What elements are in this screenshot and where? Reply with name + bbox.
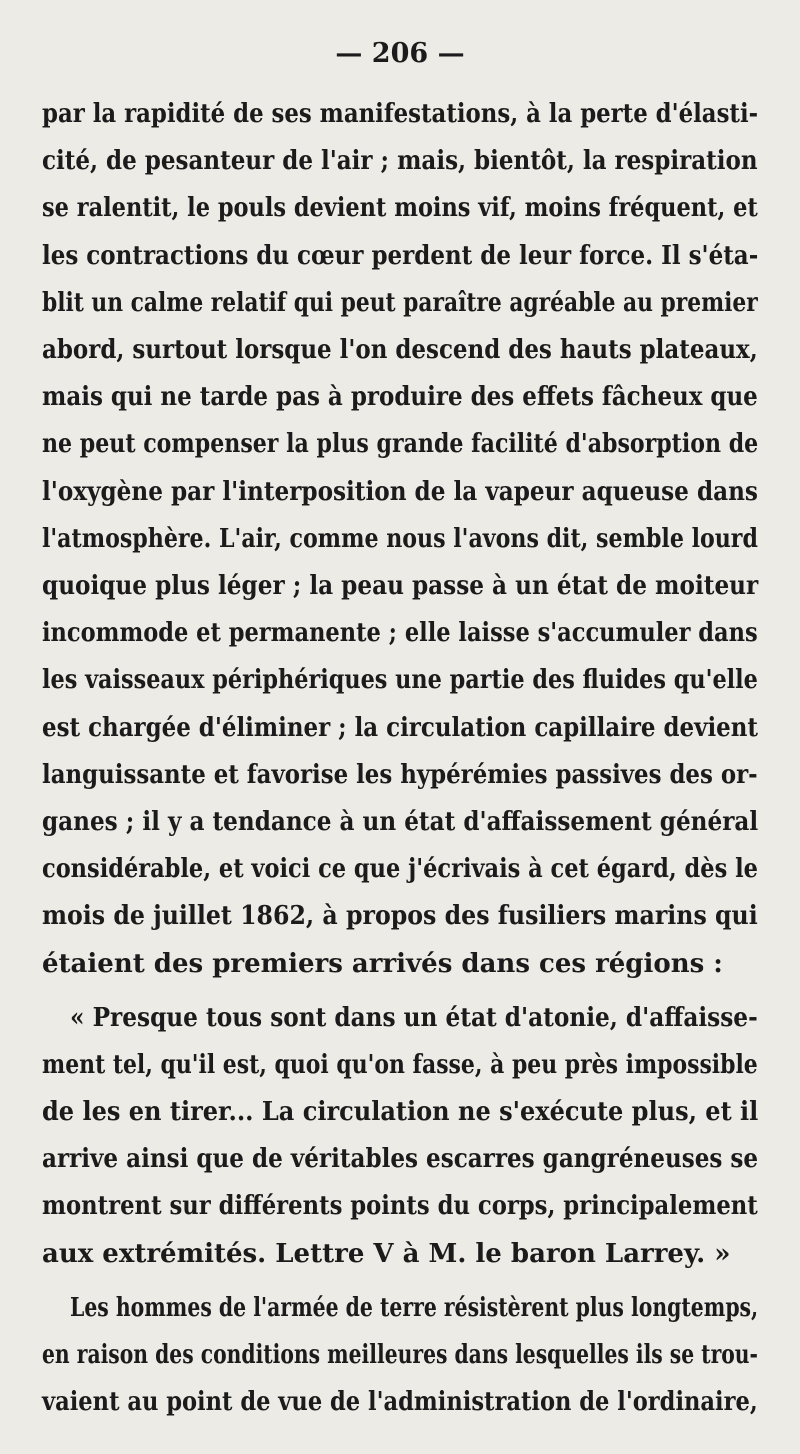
quote-line: de les en tirer... La circulation ne s'exécute plus, et il	[42, 1097, 759, 1127]
page-number: — 206 —	[335, 38, 465, 69]
text-line: languissante et favorise les hypérémies passives des or-	[42, 760, 758, 790]
quote-line: montrent sur différents points du corps, principalement	[42, 1191, 758, 1221]
text-line: Les hommes de l'armée de terre résistèrent plus longtemps,	[70, 1293, 759, 1323]
text-line: ne peut compenser la plus grande facilité d'absorption de	[42, 429, 759, 459]
text-line: les contractions du cœur perdent de leur force. Il s'éta-	[42, 241, 759, 271]
text-line: abord, surtout lorsque l'on descend des hauts plateaux,	[42, 335, 758, 365]
quote-line: arrive ainsi que de véritables escarres gangréneuses se	[42, 1144, 759, 1174]
text-line: ganes ; il y a tendance à un état d'affaissement général	[42, 807, 759, 837]
text-line: par la rapidité de ses manifestations, à la perte d'élasti-	[42, 99, 759, 129]
text-line: l'atmosphère. L'air, comme nous l'avons dit, semble lourd	[42, 524, 758, 554]
text-line: blit un calme relatif qui peut paraître agréable au premier	[42, 288, 758, 318]
text-line: vaient au point de vue de l'administration de l'ordinaire,	[42, 1387, 758, 1417]
text-line: quoique plus léger ; la peau passe à un état de moiteur	[42, 571, 759, 601]
text-line: mois de juillet 1862, à propos des fusiliers marins qui	[42, 901, 758, 931]
text-line: l'oxygène par l'interposition de la vapeur aqueuse dans	[42, 477, 758, 507]
text-line: incommode et permanente ; elle laisse s'accumuler dans	[42, 618, 758, 648]
quote-line: ment tel, qu'il est, quoi qu'on fasse, à peu près impossible	[42, 1050, 758, 1080]
text-line: se ralentit, le pouls devient moins vif, moins fréquent, et	[42, 193, 758, 223]
text-line: considérable, et voici ce que j'écrivais à cet égard, dès le	[42, 854, 758, 884]
text-line: est chargée d'éliminer ; la circulation capillaire devient	[42, 713, 758, 743]
text-line: les vaisseaux périphériques une partie des fluides qu'elle	[42, 665, 758, 695]
text-line: cité, de pesanteur de l'air ; mais, bientôt, la respiration	[42, 146, 758, 176]
quote-line: « Presque tous sont dans un état d'atonie, d'affaisse-	[70, 1003, 758, 1033]
text-line: en raison des conditions meilleures dans lesquelles ils se trou-	[42, 1340, 758, 1370]
text-line: mais qui ne tarde pas à produire des effets fâcheux que	[42, 382, 758, 412]
text-line: étaient des premiers arrivés dans ces régions :	[42, 949, 723, 979]
quote-line: aux extrémités. Lettre V à M. le baron Larrey. »	[42, 1239, 731, 1269]
